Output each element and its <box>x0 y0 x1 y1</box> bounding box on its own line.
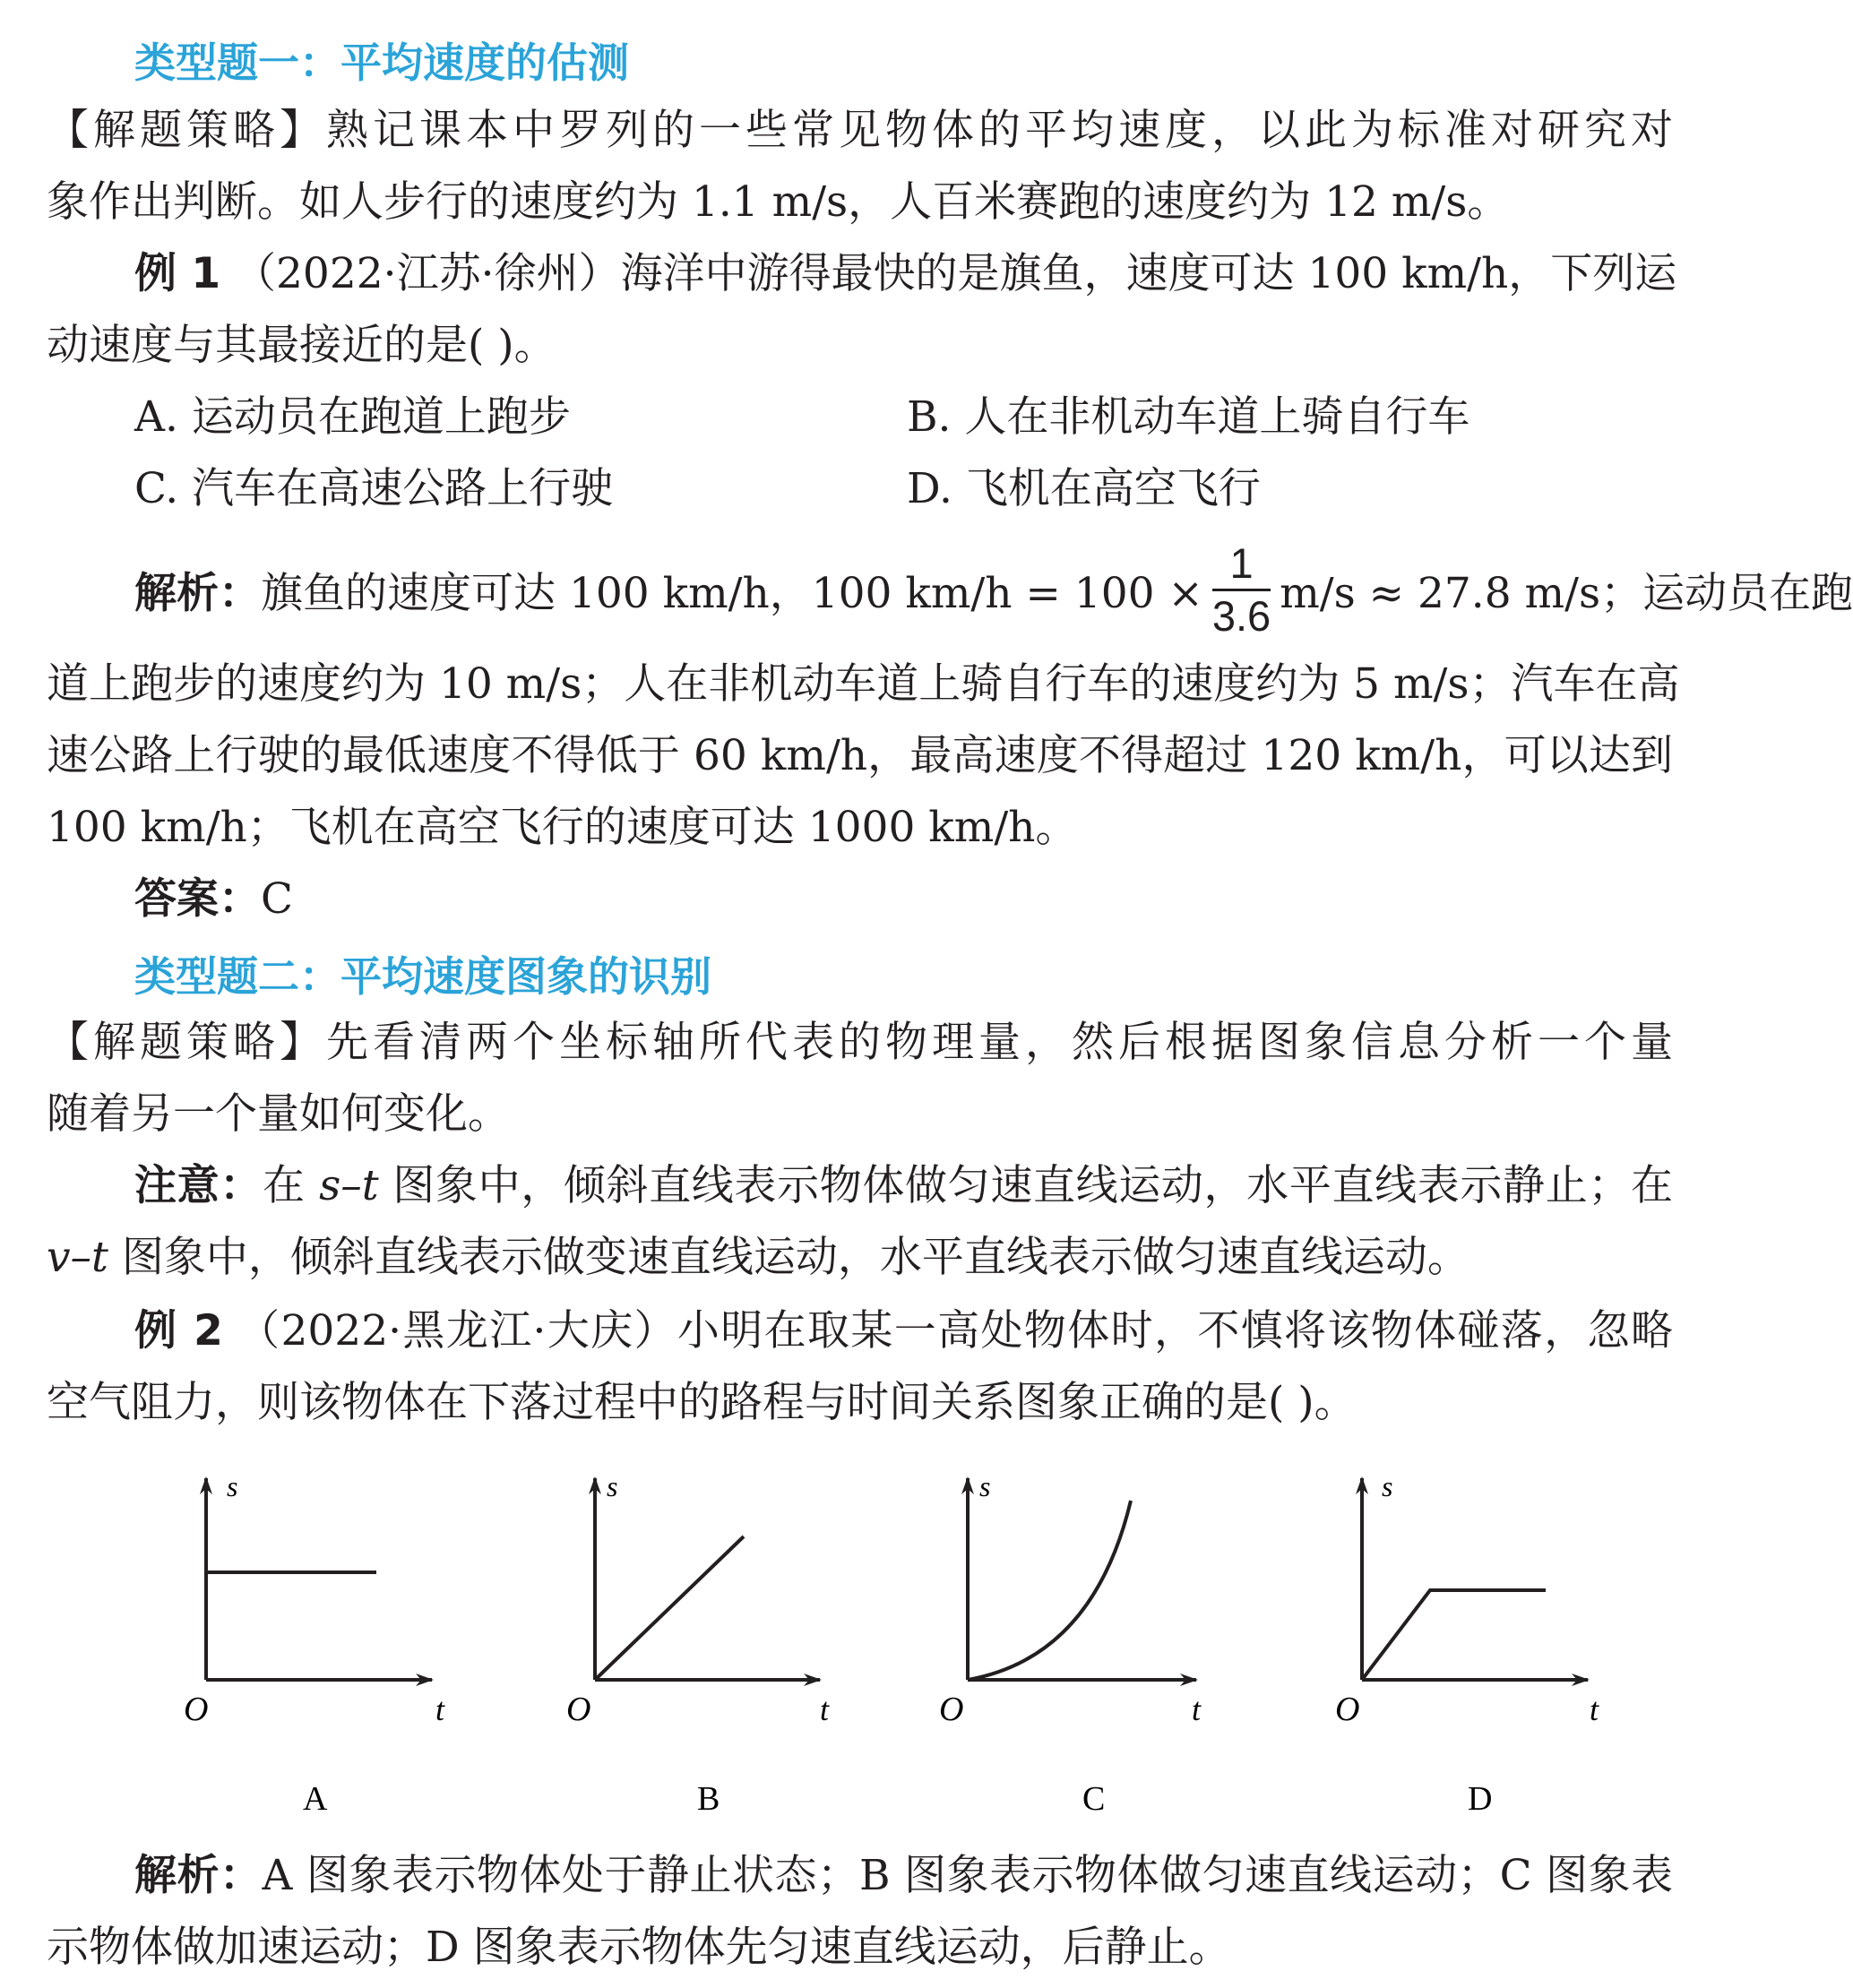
fraction <box>1212 538 1271 641</box>
note-text-a: 在 <box>262 1161 320 1210</box>
note-line1 <box>134 1159 1673 1213</box>
example2-analysis-text: A 图象表示物体处于静止状态；B 图象表示物体做匀速直线运动；C 图象表 <box>262 1851 1674 1900</box>
example1-stem-text: （2022·江苏·徐州）海洋中游得最快的是旗鱼，速度可达 100 km/h，下列运 <box>234 249 1677 298</box>
graph-d-caption: D <box>1468 1780 1493 1818</box>
example1-label: 例 1 <box>134 249 221 298</box>
fraction-numerator: 1 <box>1212 538 1271 591</box>
fraction-denominator: 3.6 <box>1211 591 1271 640</box>
example2-stem-line1 <box>134 1304 1673 1358</box>
graph-c-y-label: s <box>979 1470 991 1502</box>
option-b: B. 人在非机动车道上骑自行车 <box>907 392 1470 442</box>
graph-d <box>1335 1470 1599 1818</box>
graph-d-curve <box>1362 1590 1546 1680</box>
graph-a-x-label: t <box>435 1691 445 1727</box>
graph-a-origin: O <box>184 1691 209 1728</box>
example1-analysis-pre: 旗鱼的速度可达 100 km/h，100 km/h = 100 × <box>261 568 1203 618</box>
strategy1-line2: 象作出判断。如人步行的速度约为 1.1 m/s，人百米赛跑的速度约为 12 m/s。 <box>47 177 1510 227</box>
example1-analysis-line3: 速公路上行驶的最低速度不得低于 60 km/h，最高速度不得超过 120 km/h，可以达到 <box>47 731 1673 780</box>
option-d: D. 飞机在高空飞行 <box>907 464 1261 513</box>
graph-c-curve <box>968 1501 1131 1680</box>
graph-d-y-label: s <box>1382 1470 1393 1502</box>
graph-b-origin: O <box>566 1691 591 1728</box>
strategy2-line2: 随着另一个量如何变化。 <box>47 1089 510 1139</box>
graph-c <box>939 1470 1202 1818</box>
example1-analysis-line2: 道上跑步的速度约为 10 m/s；人在非机动车道上骑自行车的速度约为 5 m/s；汽车在高 <box>47 659 1680 709</box>
graph-d-x-label: t <box>1590 1691 1599 1727</box>
example2-analysis-label: 解析： <box>134 1851 263 1900</box>
example2-stem-text: （2022·黑龙江·大庆）小明在取某一高处物体时，不慎将该物体碰落，忽略 <box>237 1306 1673 1355</box>
example1-analysis-line4: 100 km/h；飞机在高空飞行的速度可达 1000 km/h。 <box>47 803 1078 852</box>
example2-analysis-line1 <box>134 1849 1673 1903</box>
example2-label: 例 2 <box>134 1306 223 1355</box>
graph-a-caption: A <box>303 1780 328 1818</box>
example1-analysis-post: m/s ≈ 27.8 m/s；运动员在跑 <box>1280 568 1853 618</box>
example2-stem-line2: 空气阻力，则该物体在下落过程中的路程与时间关系图象正确的是( )。 <box>47 1378 1357 1427</box>
graph-a <box>184 1451 445 1818</box>
example1-analysis-label: 解析： <box>134 568 261 618</box>
example1-stem-line2: 动速度与其最接近的是( )。 <box>47 321 556 370</box>
graph-b <box>566 1470 830 1818</box>
graph-b-x-label: t <box>820 1691 830 1727</box>
answer-value: C <box>261 874 293 924</box>
graph-b-y-label: s <box>607 1470 618 1502</box>
graph-b-curve <box>595 1536 744 1680</box>
graph-c-x-label: t <box>1192 1691 1202 1727</box>
note-text-b: 图象中，倾斜直线表示物体做匀速直线运动，水平直线表示静止；在 <box>378 1161 1673 1210</box>
note-line2 <box>47 1231 1673 1285</box>
answer-label: 答案： <box>134 874 261 924</box>
note-vt: v–t <box>47 1233 108 1282</box>
section1-title: 类型题一：平均速度的估测 <box>134 39 629 87</box>
note-label: 注意： <box>134 1161 263 1210</box>
example1-answer <box>134 873 293 926</box>
graph-c-origin: O <box>939 1691 964 1728</box>
graph-d-origin: O <box>1335 1691 1360 1728</box>
graph-c-caption: C <box>1082 1780 1106 1818</box>
example1-analysis-line1 <box>134 534 1853 645</box>
section2-title: 类型题二：平均速度图象的识别 <box>134 952 711 1001</box>
strategy2-line1: 【解题策略】先看清两个坐标轴所代表的物理量，然后根据图象信息分析一个量 <box>47 1018 1673 1067</box>
option-a: A. 运动员在跑道上跑步 <box>134 392 571 442</box>
option-c: C. 汽车在高速公路上行驶 <box>134 464 614 513</box>
note-text-c: 图象中，倾斜直线表示做变速直线运动，水平直线表示做匀速直线运动。 <box>108 1233 1469 1282</box>
example2-analysis-line2: 示物体做加速运动；D 图象表示物体先匀速直线运动，后静止。 <box>47 1923 1231 1972</box>
note-st: s–t <box>319 1161 379 1210</box>
strategy1-line1: 【解题策略】熟记课本中罗列的一些常见物体的平均速度，以此为标准对研究对 <box>47 106 1673 155</box>
graphs-figure <box>0 1451 1718 1828</box>
graph-b-caption: B <box>697 1780 720 1818</box>
graph-a-y-label: s <box>227 1470 238 1502</box>
example1-stem-line1 <box>134 247 1677 301</box>
